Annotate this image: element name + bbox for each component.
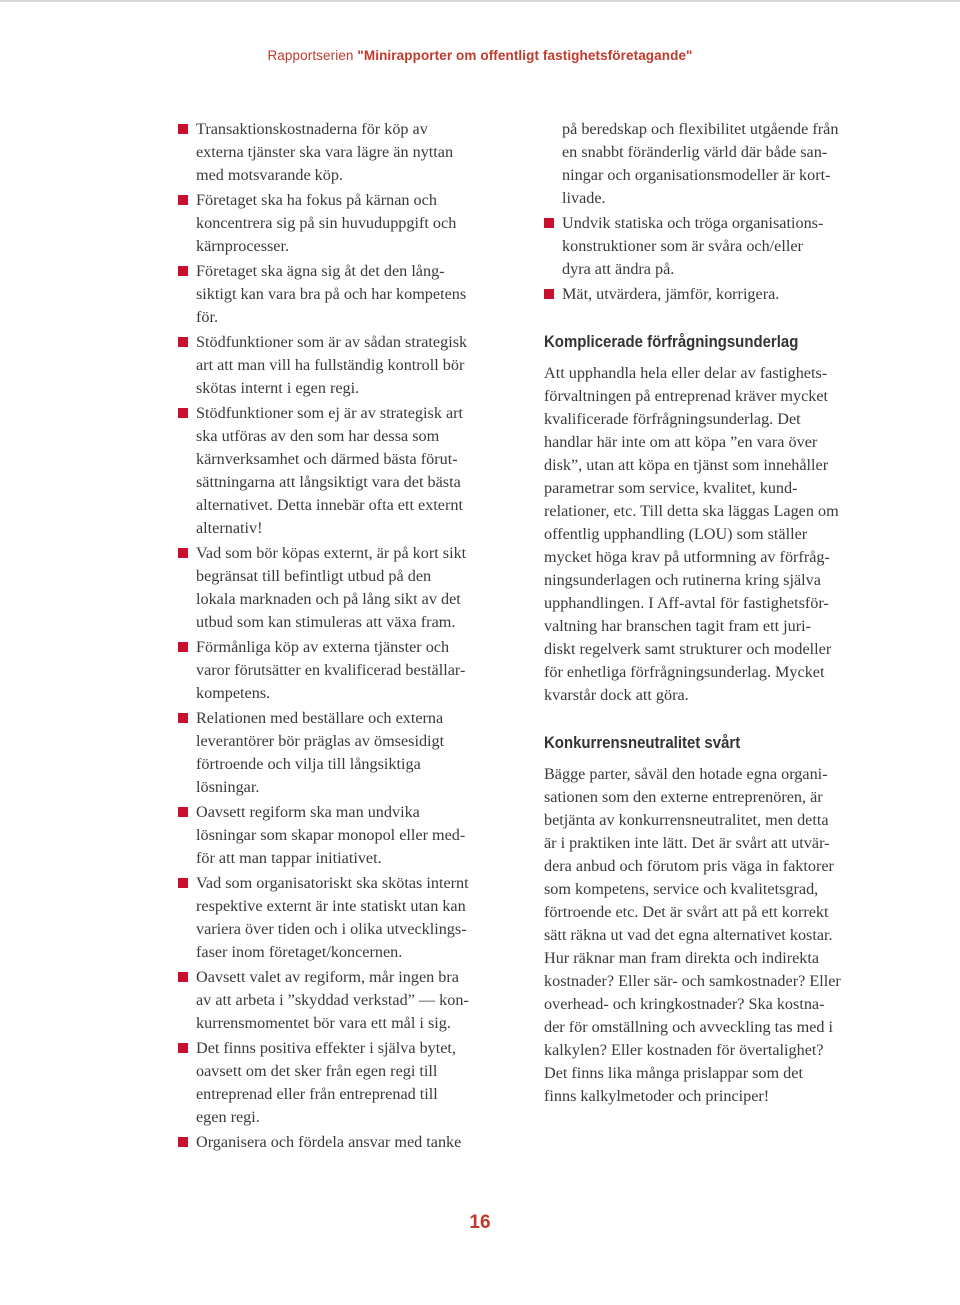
text-line: oavsett om det sker från egen regi till	[196, 1062, 438, 1080]
right-bullet-list	[544, 212, 884, 306]
text-line: på beredskap och flexibilitet utgående från	[562, 120, 839, 138]
text-line: betjänta av konkurrensneutralitet, men detta	[544, 811, 829, 829]
text-line: förvaltningen på entreprenad kräver mycket	[544, 387, 829, 405]
text-line: som kompetens, service och kvalitetsgrad,	[544, 880, 819, 898]
bullet-item	[178, 189, 518, 258]
text-line: siktigt kan vara bra på och har kompetens	[196, 285, 467, 303]
text-line: disk”, utan att köpa en tjänst som innehåller	[544, 456, 829, 474]
bullet-item	[544, 283, 884, 306]
text-line: finns kalkylmetoder och principer!	[544, 1087, 770, 1105]
text-line: Stödfunktioner som är av sådan strategisk	[196, 333, 468, 351]
text-line: av att arbeta i ”skyddad verkstad” — kon-	[196, 991, 469, 1009]
text-line: Relationen med beställare och externa	[196, 709, 444, 727]
text-line: valtning har branschen tagit fram ett juri-	[544, 617, 811, 635]
text-line: kostnader? Eller sär- och samkostnader? Eller	[544, 972, 841, 990]
text-line: varor förutsätter en kvalificerad beställar-	[196, 661, 466, 679]
bullet-item	[178, 636, 518, 705]
text-line: Bägge parter, såväl den hotade egna organi-	[544, 765, 828, 783]
text-line: offentlig upphandling (LOU) som ställer	[544, 525, 808, 543]
bullet-item	[178, 707, 518, 799]
text-line: kurrensmomentet bör vara ett mål i sig.	[196, 1014, 451, 1032]
text-line: Företaget ska ha fokus på kärnan och	[196, 191, 437, 209]
text-line: kompetens.	[196, 684, 271, 702]
text-line: Oavsett regiform ska man undvika	[196, 803, 420, 821]
bullet-item	[178, 1037, 518, 1129]
text-line: ska utföras av den som har dessa som	[196, 427, 440, 445]
page-number: 16	[469, 1212, 491, 1233]
text-line: Undvik statiska och tröga organisations-	[562, 214, 824, 232]
text-line: entreprenad eller från entreprenad till	[196, 1085, 438, 1103]
text-line: en snabbt föränderlig värld där både san-	[562, 143, 828, 161]
text-line: variera över tiden och i olika utvecklings-	[196, 920, 467, 938]
text-line: handlar här inte om att köpa ”en vara över	[544, 433, 818, 451]
text-line: kärnverksamhet och därmed bästa förut-	[196, 450, 458, 468]
left-bullet-list	[178, 118, 518, 1154]
text-line: faser inom företaget/koncernen.	[196, 943, 403, 961]
text-line: diskt regelverk samt strukturer och modeller	[544, 640, 832, 658]
text-line: sationen som den externe entreprenören, är	[544, 788, 823, 806]
bullet-item	[178, 118, 518, 187]
text-line: kvarstår dock att göra.	[544, 686, 689, 704]
bullet-item	[178, 331, 518, 400]
text-line: alternativet. Detta innebär ofta ett externt	[196, 496, 463, 514]
text-line: sätt räkna ut vad det egna alternativet kostar.	[544, 926, 833, 944]
text-line: livade.	[562, 189, 606, 207]
text-line: Oavsett valet av regiform, mår ingen bra	[196, 968, 459, 986]
bullet-item	[178, 260, 518, 329]
text-line: upphandlingen. I Aff-avtal för fastighetsför-	[544, 594, 829, 612]
text-line: Hur räknar man fram direkta och indirekta	[544, 949, 820, 967]
right-column	[544, 118, 884, 1108]
bullet-item	[178, 872, 518, 964]
bullet-item	[178, 1131, 518, 1154]
text-line: der för omställning och avveckling tas med i	[544, 1018, 834, 1036]
text-line: relationer, etc. Till detta ska läggas Lagen om	[544, 502, 839, 520]
text-line: egen regi.	[196, 1108, 260, 1126]
text-line: för enhetliga förfrågningsunderlag. Mycket	[544, 663, 825, 681]
text-line: Mät, utvärdera, jämför, korrigera.	[562, 285, 780, 303]
text-line: alternativ!	[196, 519, 263, 537]
continued-bullet-text	[562, 118, 884, 210]
text-line: leverantörer bör präglas av ömsesidigt	[196, 732, 445, 750]
text-line: förtroende etc. Det är svårt att på ett korrekt	[544, 903, 829, 921]
text-line: lösningar som skapar monopol eller med-	[196, 826, 466, 844]
text-line: för att man tappar initiativet.	[196, 849, 382, 867]
text-line: respektive externt är inte statiskt utan kan	[196, 897, 466, 915]
text-line: förtroende och vilja till långsiktiga	[196, 755, 421, 773]
section-body-konkurrensneutralitet	[544, 763, 884, 1108]
text-line: lokala marknaden och på lång sikt av det	[196, 590, 461, 608]
left-column	[178, 118, 518, 1156]
text-line: koncentrera sig på sin huvuduppgift och	[196, 214, 457, 232]
text-line: skötas internt i egen regi.	[196, 379, 360, 397]
section-heading-forfragningsunderlag: Komplicerade förfrågningsunderlag	[544, 332, 799, 351]
text-line: lösningar.	[196, 778, 260, 796]
text-line: är i praktiken inte lätt. Det är svårt att utvär-	[544, 834, 830, 852]
text-line: begränsat till befintligt utbud på den	[196, 567, 432, 585]
text-line: Transaktionskostnaderna för köp av	[196, 120, 428, 138]
text-line: mycket höga krav på utformning av förfråg-	[544, 548, 830, 566]
text-line: parametrar som service, kvalitet, kund-	[544, 479, 798, 497]
text-line: Det finns lika många prislappar som det	[544, 1064, 803, 1082]
text-line: Företaget ska ägna sig åt det den lång-	[196, 262, 445, 280]
bullet-item	[178, 542, 518, 634]
text-line: art att man vill ha fullständig kontroll bör	[196, 356, 465, 374]
report-series-label: Rapportserien	[267, 48, 358, 63]
text-line: dera anbud och förutom pris väga in faktorer	[544, 857, 834, 875]
text-line: konstruktioner som är svåra och/eller	[562, 237, 803, 255]
text-line: sättningarna att långsiktigt vara det bästa	[196, 473, 461, 491]
bullet-item	[178, 801, 518, 870]
top-border	[0, 0, 960, 2]
text-line: kärnprocesser.	[196, 237, 290, 255]
text-line: kalkylen? Eller kostnaden för övertalighet?	[544, 1041, 824, 1059]
text-line: overhead- och kringkostnader? Ska kostna-	[544, 995, 825, 1013]
text-line: externa tjänster ska vara lägre än nyttan	[196, 143, 454, 161]
text-line: med motsvarande köp.	[196, 166, 343, 184]
text-line: Förmånliga köp av externa tjänster och	[196, 638, 450, 656]
bullet-item	[178, 966, 518, 1035]
text-line: dyra att ändra på.	[562, 260, 675, 278]
bullet-item	[178, 402, 518, 540]
text-line: Att upphandla hela eller delar av fastighets-	[544, 364, 828, 382]
text-line: ningar och organisationsmodeller är kort-	[562, 166, 831, 184]
text-line: Vad som organisatoriskt ska skötas internt	[196, 874, 469, 892]
text-line: Det finns positiva effekter i själva bytet,	[196, 1039, 456, 1057]
text-line: kvalificerade förfrågningsunderlag. Det	[544, 410, 801, 428]
bullet-item	[544, 212, 884, 281]
text-line: för.	[196, 308, 219, 326]
report-series-title: "Minirapporter om offentligt fastighetsföretagande"	[357, 48, 693, 63]
text-line: Stödfunktioner som ej är av strategisk art	[196, 404, 464, 422]
text-line: Organisera och fördela ansvar med tanke	[196, 1133, 462, 1151]
text-line: ningsunderlagen och rutinerna kring själva	[544, 571, 821, 589]
section-heading-konkurrensneutralitet: Konkurrensneutralitet svårt	[544, 733, 741, 752]
section-body-forfragningsunderlag	[544, 362, 884, 707]
text-line: utbud som kan stimuleras att växa fram.	[196, 613, 456, 631]
text-line: Vad som bör köpas externt, är på kort sikt	[196, 544, 467, 562]
running-header	[0, 48, 960, 63]
